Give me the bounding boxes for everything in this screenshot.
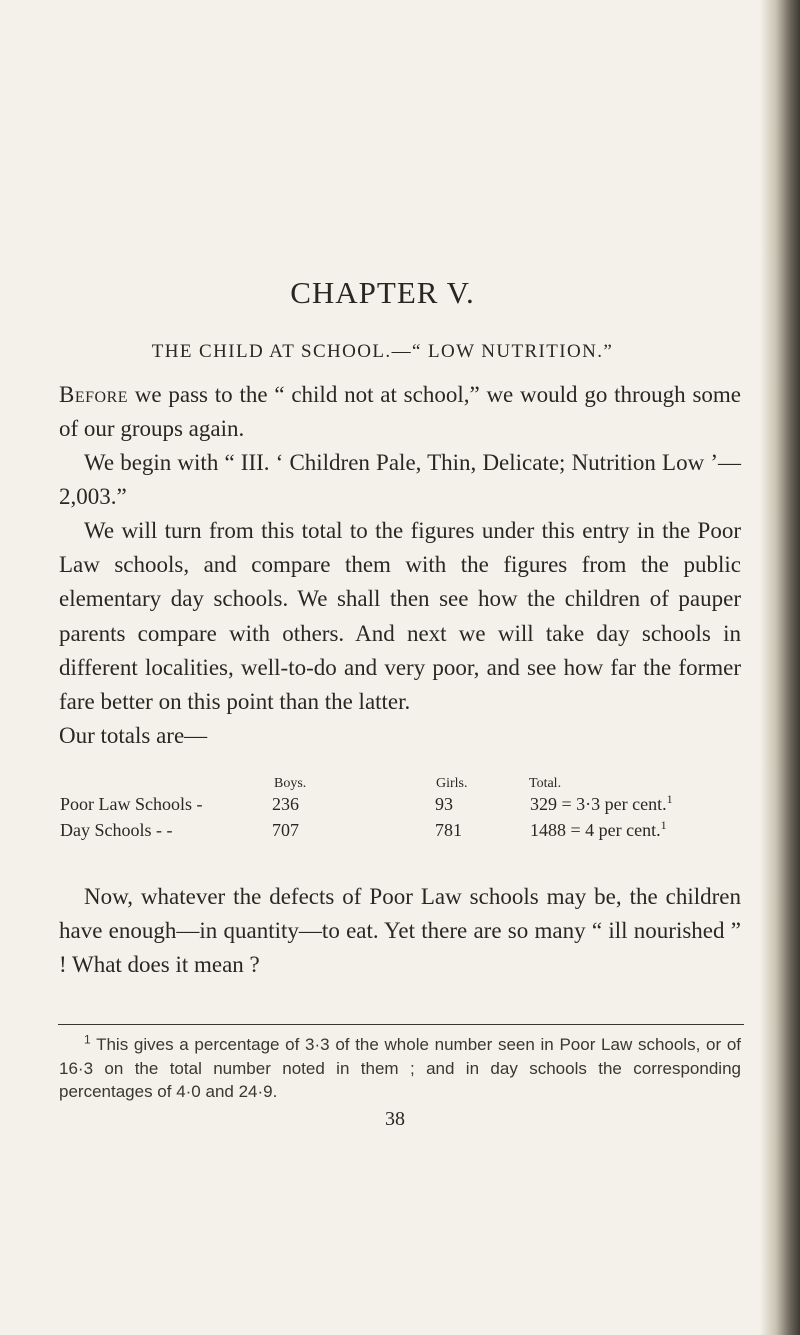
page-number: 38 bbox=[385, 1108, 405, 1130]
chapter-subtitle: THE CHILD AT SCHOOL.—“ LOW NUTRITION.” bbox=[151, 341, 614, 362]
table-header-row bbox=[60, 776, 750, 794]
footnote bbox=[59, 1033, 741, 1104]
column-header-boys: Boys. bbox=[274, 776, 307, 791]
column-header-total: Total. bbox=[529, 776, 562, 791]
cell-total-text: 1488 = 4 per cent. bbox=[530, 820, 661, 840]
table-row bbox=[60, 820, 750, 846]
totals-table bbox=[60, 776, 750, 846]
footnote-divider bbox=[58, 1024, 744, 1025]
row-label: Day Schools - - bbox=[60, 820, 173, 840]
paragraph-lead-word: Before bbox=[59, 382, 129, 407]
chapter-heading: CHAPTER V. bbox=[290, 275, 475, 310]
footnote-ref: 1 bbox=[660, 818, 667, 832]
footnote-text: This gives a percentage of 3·3 of the whole number seen in Poor Law schools, or of 16·3 on the total number noted in them ; and in day schools the corresponding percentages of 4·0 and 24·9. bbox=[59, 1035, 741, 1101]
table-row bbox=[60, 794, 750, 820]
row-label: Poor Law Schools - bbox=[60, 794, 203, 814]
paragraph-totals-lead: Our totals are— bbox=[59, 723, 208, 749]
paragraph-intro bbox=[59, 378, 741, 446]
paragraph-conclusion: Now, whatever the defects of Poor Law schools may be, the children have enough—in quantity—to eat. Yet there are so many “ ill nourished ” ! What does it mean ? bbox=[59, 884, 741, 978]
paragraph-comparison-text: We will turn from this total to the figures under this entry in the Poor Law schools, and compare them with the figures from the public elementary day schools. We shall then see how the children of pauper parents compare with others. And next we will take day schools in different localities, well-to-do and very poor, and see how far the former fare better on this point than the latter. bbox=[59, 518, 741, 715]
paragraph-comparison bbox=[59, 514, 741, 753]
cell-girls: 781 bbox=[435, 820, 462, 840]
cell-boys: 236 bbox=[272, 794, 299, 814]
cell-total bbox=[530, 794, 673, 815]
cell-boys: 707 bbox=[272, 820, 299, 840]
page-edge-shadow bbox=[760, 0, 800, 1335]
footnote-ref: 1 bbox=[666, 792, 673, 806]
paragraph-intro-text: we pass to the “ child not at school,” we would go through some of our groups again. bbox=[59, 382, 741, 442]
cell-total bbox=[530, 820, 667, 841]
cell-girls: 93 bbox=[435, 794, 453, 814]
footnote-marker: 1 bbox=[84, 1032, 91, 1047]
cell-total-text: 329 = 3·3 per cent. bbox=[530, 794, 667, 814]
column-header-girls: Girls. bbox=[436, 776, 468, 791]
paragraph-group-iii: We begin with “ III. ‘ Children Pale, Thin, Delicate; Nutrition Low ’—2,003.” bbox=[59, 450, 741, 510]
